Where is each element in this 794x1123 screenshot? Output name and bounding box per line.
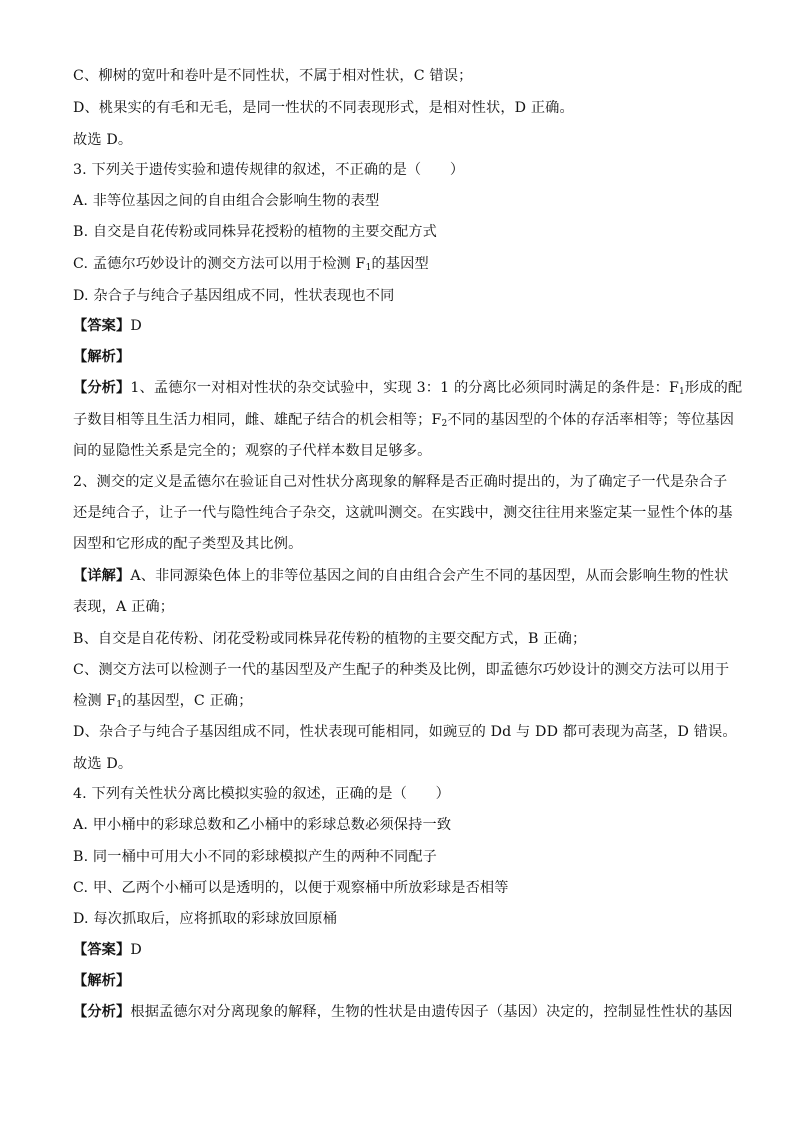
detail-paragraph-line: 表现，A 正确； [73, 599, 175, 615]
question-3-option-a: A. 非等位基因之间的自由组合会影响生物的表型 [73, 193, 380, 209]
question-4-option-d: D. 每次抓取后，应将抓取的彩球放回原桶 [73, 911, 338, 927]
detail-paragraph-line: 【详解】A、非同源染色体上的非等位基因之间的自由组合会产生不同的基因型，从而会影响生物的性状 [73, 568, 729, 584]
question-4-option-a: A. 甲小桶中的彩球总数和乙小桶中的彩球总数必须保持一致 [73, 817, 452, 833]
detail-paragraph-line: D、杂合子与纯合子基因组成不同，性状表现可能相同，如豌豆的 Dd 与 DD 都可表现为高茎，D 错误。 [73, 724, 737, 740]
detail-paragraph-line: 检测 $F_1$的基因型，C 正确； [73, 693, 253, 710]
choose-answer-line: 故选 D。 [73, 756, 133, 772]
analysis-paragraph-line: 还是纯合子，让子一代与隐性纯合子杂交，这就叫测交。在实践中，测交往往用来鉴定某一显性个体的基 [73, 505, 733, 521]
analysis-heading: 【解析】 [73, 973, 131, 989]
answer-line: 【答案】D [73, 318, 142, 334]
detail-paragraph-line: B、自交是自花传粉、闭花受粉或同株异花传粉的植物的主要交配方式，B 正确； [73, 631, 587, 647]
answer-explanation-d-line: D、桃果实的有毛和无毛，是同一性状的不同表现形式，是相对性状，D 正确。 [73, 100, 574, 116]
analysis-paragraph-line: 【分析】1、孟德尔一对相对性状的杂交试验中，实现 3：1 的分离比必须同时满足的条件是：$F_1$形成的配 [73, 380, 743, 397]
question-3-option-d: D. 杂合子与纯合子基因组成不同，性状表现也不同 [73, 288, 395, 304]
answer-explanation-c-line: C、柳树的宽叶和卷叶是不同性状，不属于相对性状，C 错误； [73, 68, 473, 84]
analysis-heading: 【解析】 [73, 349, 131, 365]
question-3-option-c: C. 孟德尔巧妙设计的测交方法可以用于检测 $F_1$的基因型 [73, 256, 429, 273]
question-4-stem: 4. 下列有关性状分离比模拟实验的叙述，正确的是（ ） [73, 786, 450, 802]
analysis-paragraph-line: 2、测交的定义是孟德尔在验证自己对性状分离现象的解释是否正确时提出的，为了确定子一代是杂合子 [73, 474, 728, 490]
choose-answer-line: 故选 D。 [73, 132, 133, 148]
question-4-option-c: C. 甲、乙两个小桶可以是透明的，以便于观察桶中所放彩球是否相等 [73, 880, 509, 896]
question-4-option-b: B. 同一桶中可用大小不同的彩球模拟产生的两种不同配子 [73, 849, 437, 865]
analysis-paragraph-line: 子数目相等且生活力相同，雌、雄配子结合的机会相等；$F_2$不同的基因型的个体的存活率相等；等位基因 [73, 412, 735, 429]
question-3-stem: 3. 下列关于遗传实验和遗传规律的叙述，不正确的是（ ） [73, 162, 465, 178]
detail-paragraph-line: C、测交方法可以检测子一代的基因型及产生配子的种类及比例，即孟德尔巧妙设计的测交方法可以用于 [73, 662, 730, 678]
answer-line: 【答案】D [73, 942, 142, 958]
analysis-paragraph-line: 因型和它形成的配子类型及其比例。 [73, 536, 303, 552]
analysis-paragraph-line: 间的显隐性关系是完全的；观察的子代样本数目足够多。 [73, 443, 432, 459]
analysis-paragraph-line: 【分析】根据孟德尔对分离现象的解释，生物的性状是由遗传因子（基因）决定的，控制显性性状的基因 [73, 1004, 733, 1020]
question-3-option-b: B. 自交是自花传粉或同株异花授粉的植物的主要交配方式 [73, 224, 437, 240]
